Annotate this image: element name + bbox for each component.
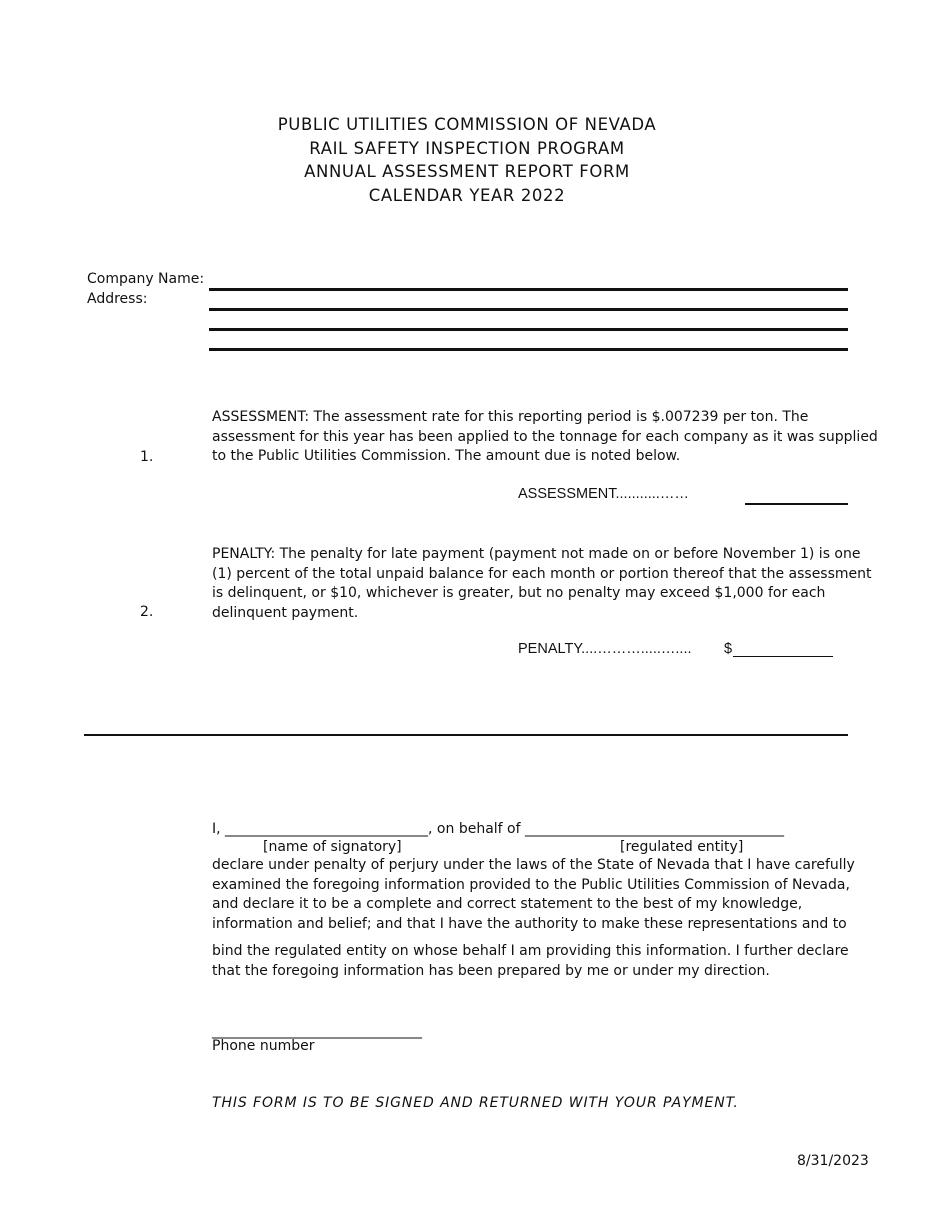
assessment-amount-field[interactable] bbox=[745, 503, 848, 505]
penalty-currency-symbol: $ bbox=[724, 641, 733, 657]
declaration-paragraph-2 bbox=[212, 942, 849, 981]
assessment-line: ASSESSMENT: The assessment rate for this reporting period is $.007239 per ton. The bbox=[212, 409, 809, 425]
assessment-line: to the Public Utilities Commission. The amount due is noted below. bbox=[212, 448, 681, 464]
penalty-paragraph bbox=[212, 545, 872, 623]
regulated-entity-label: [regulated entity] bbox=[620, 839, 744, 855]
assessment-line: assessment for this year has been applied to the tonnage for each company as it was supplied bbox=[212, 428, 878, 445]
penalty-line: (1) percent of the total unpaid balance for each month or portion thereof that the assessment bbox=[212, 565, 872, 582]
phone-number-field[interactable]: ______________________________ bbox=[212, 1023, 422, 1039]
penalty-number: 2. bbox=[140, 604, 154, 620]
declaration-line: examined the foregoing information provided to the Public Utilities Commission of Nevada, bbox=[212, 876, 850, 893]
penalty-amount-label: PENALTY....……….....….... bbox=[518, 641, 692, 657]
address-label: Address: bbox=[87, 291, 148, 307]
declaration-line: and declare it to be a complete and correct statement to the best of my knowledge, bbox=[212, 896, 803, 912]
form-header bbox=[200, 113, 734, 207]
penalty-line: delinquent payment. bbox=[212, 604, 359, 621]
declaration-line: information and belief; and that I have the authority to make these representations and to bbox=[212, 915, 847, 932]
company-name-field[interactable] bbox=[209, 288, 848, 291]
penalty-line: PENALTY: The penalty for late payment (payment not made on or before November 1) is one bbox=[212, 546, 861, 562]
revision-date: 8/31/2023 bbox=[797, 1153, 869, 1169]
declaration-paragraph bbox=[212, 856, 855, 934]
address-field-line-2[interactable] bbox=[209, 328, 848, 331]
header-program: RAIL SAFETY INSPECTION PROGRAM bbox=[309, 138, 625, 158]
address-field-line-3[interactable] bbox=[209, 348, 848, 351]
company-name-label: Company Name: bbox=[87, 271, 205, 287]
assessment-number: 1. bbox=[140, 449, 154, 465]
penalty-amount-field[interactable] bbox=[733, 656, 833, 657]
phone-number-label: Phone number bbox=[212, 1038, 315, 1054]
section-divider bbox=[84, 734, 848, 736]
declaration-first-line: I, _____________________________, on behalf of _____________________________________ bbox=[212, 821, 784, 837]
declaration-line: declare under penalty of perjury under the laws of the State of Nevada that I have carefully bbox=[212, 857, 855, 873]
declaration-line: bind the regulated entity on whose behalf I am providing this information. I further declare bbox=[212, 943, 849, 959]
assessment-amount-label: ASSESSMENT...........…… bbox=[518, 486, 689, 502]
address-field-line-1[interactable] bbox=[209, 308, 848, 311]
signatory-label: [name of signatory] bbox=[263, 839, 402, 855]
header-form-title: ANNUAL ASSESSMENT REPORT FORM bbox=[304, 162, 630, 181]
penalty-line: is delinquent, or $10, whichever is greater, but no penalty may exceed $1,000 for each bbox=[212, 585, 826, 601]
header-year: CALENDAR YEAR 2022 bbox=[368, 185, 566, 205]
return-instruction-note: THIS FORM IS TO BE SIGNED AND RETURNED WITH YOUR PAYMENT. bbox=[212, 1095, 739, 1111]
assessment-paragraph bbox=[212, 408, 878, 467]
declaration-line: that the foregoing information has been prepared by me or under my direction. bbox=[212, 962, 770, 979]
header-commission: PUBLIC UTILITIES COMMISSION OF NEVADA bbox=[277, 115, 657, 134]
